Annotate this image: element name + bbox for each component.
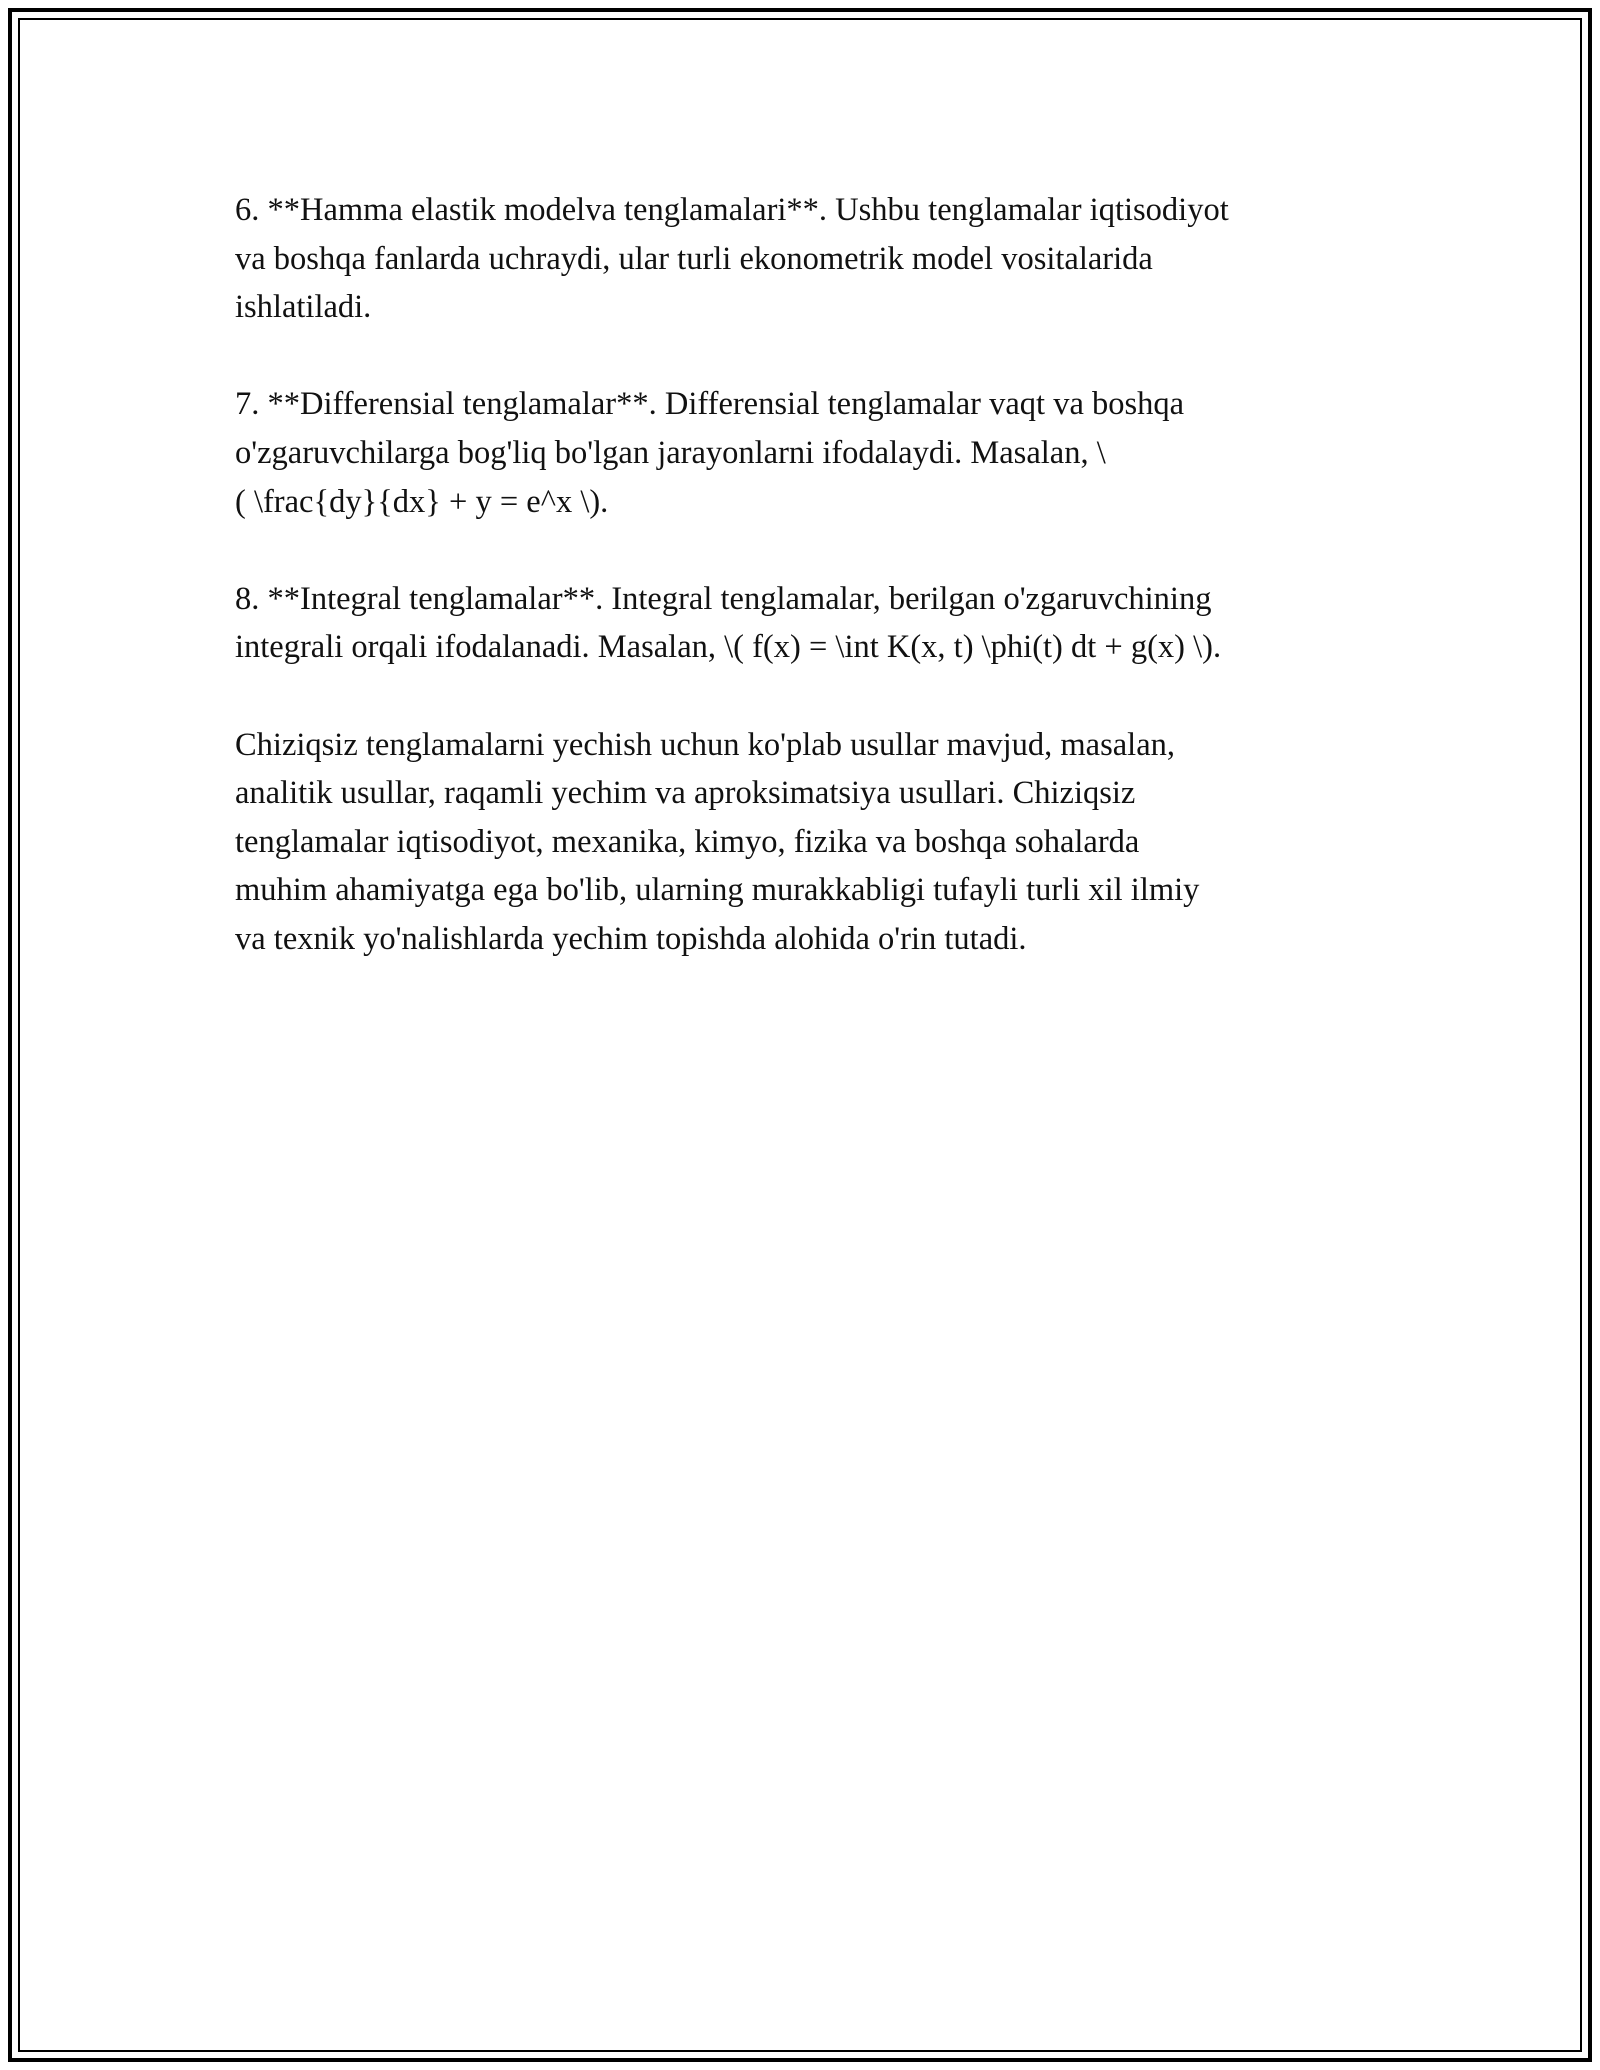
paragraph-differential-item-7: 7. **Differensial tenglamalar**. Differensial tenglamalar vaqt va boshqa o'zgaruvchilarga bog'liq bo'lgan jarayonlarni ifodalaydi. Masalan, \ ( \frac{dy}{dx} + y = e^x \).: [235, 386, 1185, 520]
paragraph-summary: Chiziqsiz tenglamalarni yechish uchun ko'plab usullar mavjud, masalan, analitik usullar, raqamli yechim va aproksimatsiya usullari. Chiziqsiz tenglamalar iqtisodiyot, mexanika, kimyo, fizika va boshqa sohalarda muhim ahamiyatga ega bo'lib, ularning murakkabligi tufayli turli xil ilmiy va texnik yo'nalishlarda yechim topishda alohida o'rin tutadi.: [235, 726, 1200, 957]
paragraph-integral-item-8: 8. **Integral tenglamalar**. Integral tenglamalar, berilgan o'zgaruvchining integrali orqali ifodalanadi. Masalan, \( f(x) = \int K(x, t) \phi(t) dt + g(x) \).: [235, 580, 1222, 666]
document-body: [235, 186, 1375, 1012]
paragraph-differential-item-6: 6. **Hamma elastik modelva tenglamalari**. Ushbu tenglamalar iqtisodiyot va boshqa fanlarda uchraydi, ular turli ekonometrik model vositalarida ishlatiladi.: [235, 192, 1229, 326]
